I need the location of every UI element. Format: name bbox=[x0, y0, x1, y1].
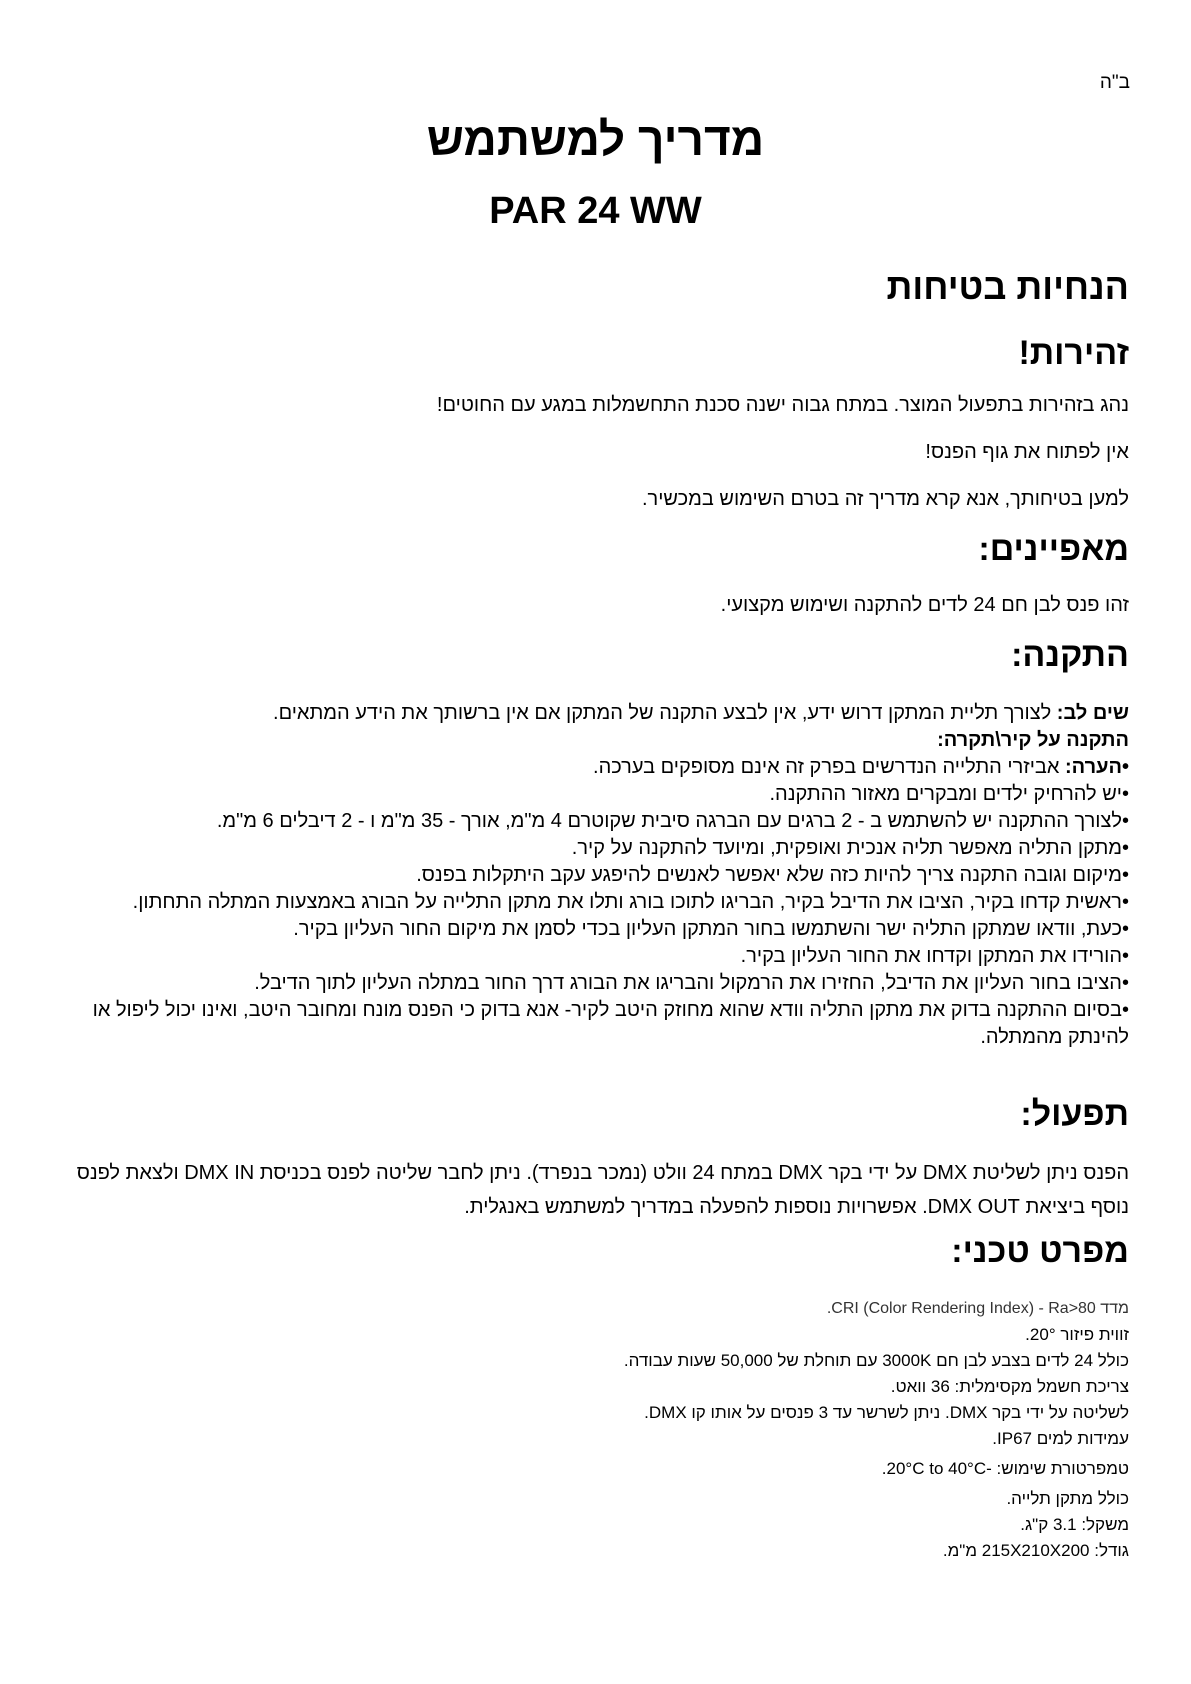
install-bullet: •כעת, וודאו שמתקן התליה ישר והשתמשו בחור המתקן העליון בכדי לסמן את מיקום החור העליון בקיר. bbox=[293, 918, 1129, 940]
install-bullet: •הציבו בחור העליון את הדיבל, החזירו את הרמקול והבריגו את הבורג דרך החור במתלה העליון לתוך הדיבל. bbox=[254, 972, 1129, 994]
installation-subheading: התקנה על קיר\תקרה: bbox=[937, 729, 1129, 751]
attention-label: שים לב: bbox=[1056, 702, 1129, 724]
warning-line-3: למען בטיחותך, אנא קרא מדריך זה בטרם השימוש במכשיר. bbox=[641, 488, 1129, 510]
installation-section bbox=[79, 700, 1129, 1051]
header-bh: ב"ה bbox=[1099, 72, 1130, 93]
install-bullet: •מתקן התליה מאפשר תליה אנכית ואופקית, ומיועד להתקנה על קיר. bbox=[571, 837, 1129, 859]
install-bullet: •ראשית קדחו בקיר, הציבו את הדיבל בקיר, הבריגו לתוכו בורג ותלו את מתקן התלייה על הבורג באמצעות המתלה התחתון. bbox=[132, 891, 1129, 913]
spec-line: מדד CRI (Color Rendering Index) - Ra>80. bbox=[826, 1300, 1129, 1317]
operation-heading: תפעול: bbox=[1020, 1095, 1129, 1133]
specs-list bbox=[624, 1296, 1129, 1564]
warning-line-2: אין לפתוח את גוף הפנס! bbox=[925, 441, 1129, 463]
install-note bbox=[79, 754, 1129, 781]
spec-line: עמידות למים IP67. bbox=[992, 1429, 1129, 1448]
attention-text: לצורך תליית המתקן דרוש ידע, אין לבצע התקנה של המתקן אם אין ברשותך את הידע המתאים. bbox=[273, 702, 1057, 724]
operation-text: הפנס ניתן לשליטת DMX על ידי בקר DMX במתח 24 וולט (נמכר בנפרד). ניתן לחבר שליטה לפנס בכניסת DMX IN ולצאת לפנס נוסף ביציאת DMX OUT. אפשרויות נוספות להפעלה במדריך למשתמש באנגלית. bbox=[76, 1162, 1129, 1218]
spec-line: משקל: 3.1 ק"ג. bbox=[1020, 1515, 1129, 1534]
spec-line: זווית פיזור 20°. bbox=[1025, 1325, 1129, 1344]
install-bullet: •לצורך ההתקנה יש להשתמש ב - 2 ברגים עם הברגה סיבית שקוטרם 4 מ"מ, אורך - 35 מ"מ ו - 2 דיבלים 6 מ"מ. bbox=[216, 810, 1129, 832]
spec-line: כולל מתקן תלייה. bbox=[1006, 1489, 1129, 1508]
features-heading: מאפיינים: bbox=[978, 530, 1129, 568]
note-text: אביזרי התלייה הנדרשים בפרק זה אינם מסופקים בערכה. bbox=[593, 756, 1066, 778]
warning-line-1: נהג בזהירות בתפעול המוצר. במתח גבוה ישנה סכנת התחשמלות במגע עם החוטים! bbox=[436, 394, 1129, 416]
install-bullet: •הורידו את המתקן וקדחו את החור העליון בקיר. bbox=[740, 945, 1129, 967]
specs-heading: מפרט טכני: bbox=[951, 1232, 1129, 1270]
spec-line: גודל: 215X210X200 מ"מ. bbox=[942, 1541, 1129, 1560]
features-text: זהו פנס לבן חם 24 לדים להתקנה ושימוש מקצועי. bbox=[720, 594, 1129, 616]
spec-line: צריכת חשמל מקסימלית: 36 וואט. bbox=[890, 1377, 1129, 1396]
installation-heading: התקנה: bbox=[1011, 636, 1129, 674]
warnings-heading: זהירות! bbox=[1018, 334, 1129, 372]
note-label: •הערה: bbox=[1065, 756, 1129, 778]
model-name: PAR 24 WW bbox=[489, 190, 702, 232]
spec-line: לשליטה על ידי בקר DMX. ניתן לשרשר עד 3 פנסים על אותו קו DMX. bbox=[644, 1403, 1129, 1422]
spec-line: כולל 24 לדים בצבע לבן חם 3000K עם תוחלת של 50,000 שעות עבודה. bbox=[623, 1351, 1129, 1370]
install-bullet: •יש להרחיק ילדים ומבקרים מאזור ההתקנה. bbox=[769, 783, 1129, 805]
safety-heading: הנחיות בטיחות bbox=[886, 266, 1129, 307]
install-bullet: •בסיום ההתקנה בדוק את מתקן התליה וודא שהוא מחוזק היטב לקיר- אנא בדוק כי הפנס מונח ומחובר היטב, ואינו יכול ליפול או להינתק מהמתלה. bbox=[92, 999, 1129, 1048]
attention-paragraph bbox=[79, 700, 1129, 727]
page-title: מדריך למשתמש bbox=[426, 113, 765, 165]
spec-line: טמפרטורת שימוש: -20°C to 40°C. bbox=[881, 1459, 1129, 1478]
install-bullet: •מיקום וגובה התקנה צריך להיות כזה שלא יאפשר לאנשים להיפגע עקב היתקלות בפנס. bbox=[416, 864, 1129, 886]
